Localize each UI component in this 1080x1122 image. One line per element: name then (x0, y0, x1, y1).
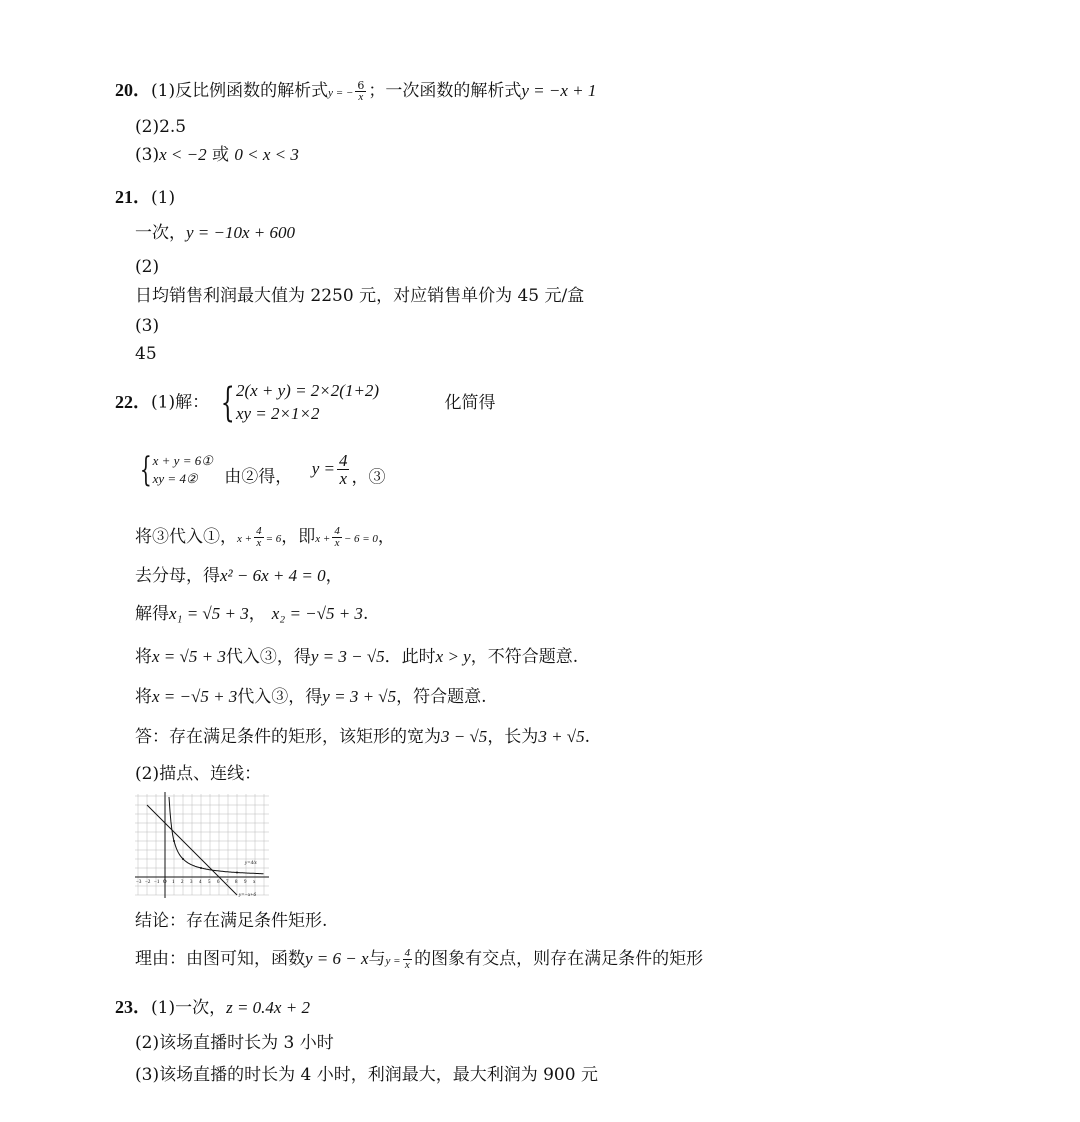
q22-reason-text-c: 的图象有交点，则存在满足条件的矩形 (414, 949, 704, 969)
q22-answer-width: 3 − √5 (441, 727, 488, 746)
q23-part1-math: z = 0.4x + 2 (226, 998, 310, 1017)
left-brace-icon: { (139, 449, 152, 490)
q20-linear-fn: y = −x + 1 (521, 81, 597, 100)
q22-comma: ， (248, 604, 266, 624)
q22-reason-fn1: y = 6 − x (305, 949, 369, 968)
q20-or: 或 (206, 145, 235, 165)
q22-check2-text-c: ，符合题意. (396, 687, 487, 707)
q22-line5 (135, 605, 368, 624)
q20-inverse-fn-fraction (355, 80, 366, 103)
q22-line4 (135, 567, 343, 586)
q20-part1-text2: ；一次函数的解析式 (368, 81, 522, 101)
q20-inverse-fn-lhs: y = − (328, 87, 354, 99)
q20-part1-text: (1)反比例函数的解析式 (151, 81, 329, 101)
q22-sub-math2a: x + (315, 533, 331, 545)
q22-reason (135, 948, 703, 971)
graph-point (173, 840, 175, 842)
fraction-numerator: 4 (404, 947, 411, 959)
q22-root1: x₁ = √5 + 3 (169, 604, 249, 623)
q23-part1-text: (1)一次， (151, 998, 227, 1018)
graph-tick-label: −1 (154, 880, 160, 885)
graph-tick-label: x (253, 880, 256, 885)
q22-part2-label: (2)描点、连线： (135, 764, 262, 784)
q22-comma: ， (325, 566, 343, 586)
q22-check1-text-d: ，不符合题意. (470, 647, 579, 667)
q21-part1-label: (1) (151, 188, 176, 208)
q22-period: . (362, 604, 369, 624)
graph-tick-label: O (163, 880, 167, 885)
q22-sub-math1b: = 6 (265, 533, 282, 545)
q22-line7 (135, 688, 487, 707)
graph-tick-label: 5 (208, 880, 211, 885)
fraction-denominator: x (256, 537, 262, 549)
graph-tick-label: −2 (145, 880, 151, 885)
graph-tick-label: 1 (172, 880, 175, 885)
q22-check2-y: y = 3 + √5 (322, 687, 397, 706)
graph-tick-label: 8 (235, 880, 238, 885)
q22-sub-fraction2 (332, 526, 342, 549)
q22-reason-text-a: 理由：由图可知，函数 (135, 949, 305, 969)
q22-comma: ， (377, 527, 395, 547)
fraction-denominator: x (358, 91, 364, 103)
q20-ineq2: 0 < x < 3 (234, 145, 299, 164)
graph-point (182, 858, 184, 860)
graph-point (200, 867, 202, 869)
q22-answer-text-a: 答：存在满足条件的矩形，该矩形的宽为 (135, 727, 441, 747)
q22-root2: x₂ = −√5 + 3 (271, 604, 363, 623)
graph-tick-label: 6 (217, 880, 220, 885)
q22-substitute-text: 将③代入①， (135, 527, 237, 547)
q22-denominator-text: 去分母，得 (135, 566, 220, 586)
q21-number: 21． (115, 187, 151, 207)
fraction-denominator: x (404, 959, 410, 971)
q22-y-lhs: y = (311, 459, 335, 479)
q22-mark3: ，③ (351, 467, 386, 488)
q22-check2-text-b: 代入③，得 (237, 687, 323, 707)
q20-line1 (115, 80, 596, 103)
q22-from2: 由②得， (224, 467, 293, 488)
q22-system2-eq2: xy = 4② (152, 470, 198, 486)
function-graph-figure (135, 790, 275, 900)
q23-part2: (2)该场直播时长为 3 小时 (135, 1033, 334, 1053)
q20-ineq1: x < −2 (159, 145, 207, 164)
graph-tick-label: 3 (190, 880, 193, 885)
q21-part2: 日均销售利润最大值为 2250 元，对应销售单价为 45 元/盒 (135, 286, 585, 306)
q22-check2-x: x = −√5 + 3 (152, 687, 238, 706)
fraction-numerator: 4 (334, 525, 340, 537)
graph-tick-labels (136, 880, 256, 885)
q22-system1 (236, 380, 379, 426)
q22-part1-label: (1)解： (151, 392, 210, 413)
q20-line3 (135, 146, 299, 165)
q22-reason-fraction (403, 948, 413, 971)
q22-sub-fraction1 (254, 526, 264, 549)
q23-number: 23． (115, 997, 151, 1017)
fraction-numerator: 4 (256, 525, 262, 537)
q22-number: 22． (115, 392, 151, 413)
q21-line1 (115, 188, 175, 208)
q22-namely: ，即 (281, 527, 316, 547)
graph-tick-label: 4 (199, 880, 202, 885)
q20-part3-label: (3) (135, 145, 160, 165)
q22-check1-ineq: x > y (435, 647, 471, 666)
fraction-denominator: x (334, 537, 340, 549)
q22-check1-text-b: 代入③，得 (225, 647, 311, 667)
q21-part2-label: (2) (135, 257, 160, 277)
q22-answer-period: . (584, 727, 591, 747)
q22-conclusion: 结论：存在满足条件矩形. (135, 911, 328, 931)
fraction-denominator: x (339, 469, 347, 489)
q22-line3 (135, 526, 395, 549)
q20-part2: (2)2.5 (135, 117, 187, 137)
q22-sub-math2b: − 6 = 0 (343, 533, 378, 545)
q23-line1 (115, 998, 310, 1018)
graph-tick-label: 7 (226, 880, 229, 885)
q21-part1-text: 一次， (135, 223, 186, 243)
q21-part1 (135, 224, 295, 243)
q22-quadratic: x² − 6x + 4 = 0 (220, 566, 326, 585)
q22-line8 (135, 728, 590, 747)
graph-tick-label: −3 (136, 880, 142, 885)
graph-tick-label: 2 (181, 880, 184, 885)
q22-answer-text-b: ，长为 (487, 727, 539, 747)
q22-sub-math1a: x + (237, 533, 253, 545)
q22-solve-text: 解得 (135, 604, 169, 624)
q22-line2 (135, 449, 386, 490)
graph-label-curve: y=4/x (245, 861, 257, 866)
q22-check1-x: x = √5 + 3 (152, 647, 226, 666)
q22-check1-text-c: ．此时 (384, 647, 436, 667)
q22-system2 (153, 452, 213, 487)
q22-answer-length: 3 + √5 (538, 727, 585, 746)
fraction-numerator: 6 (357, 79, 365, 92)
graph-label-line: y=−x+6 (239, 893, 257, 898)
q21-part3-label: (3) (135, 316, 160, 336)
q22-system2-eq1: x + y = 6① (152, 453, 213, 468)
q22-system1-eq2: xy = 2×1×2 (235, 403, 320, 423)
q22-simplify: 化简得 (444, 392, 496, 413)
graph-tick-label: 9 (244, 880, 247, 885)
q22-line6 (135, 648, 578, 667)
q22-system1-eq1: 2(x + y) = 2×2(1+2) (235, 381, 380, 400)
q20-number: 20． (115, 80, 151, 100)
q22-y-fraction (337, 452, 350, 487)
q22-check2-text-a: 将 (135, 687, 152, 707)
q21-part1-math: y = −10x + 600 (186, 223, 296, 242)
left-brace-icon: { (220, 379, 235, 426)
fraction-numerator: 4 (338, 451, 348, 471)
q22-check1-y: y = 3 − √5 (310, 647, 385, 666)
q22-line1 (115, 380, 495, 426)
q22-check1-text-a: 将 (135, 647, 152, 667)
q22-reason-and: 与 (368, 949, 386, 969)
q22-reason-fn2-lhs: y = (385, 955, 401, 967)
q23-part3: (3)该场直播的时长为 4 小时，利润最大，最大利润为 900 元 (135, 1065, 598, 1085)
graph-point (236, 872, 238, 874)
q21-part3: 45 (135, 344, 157, 364)
